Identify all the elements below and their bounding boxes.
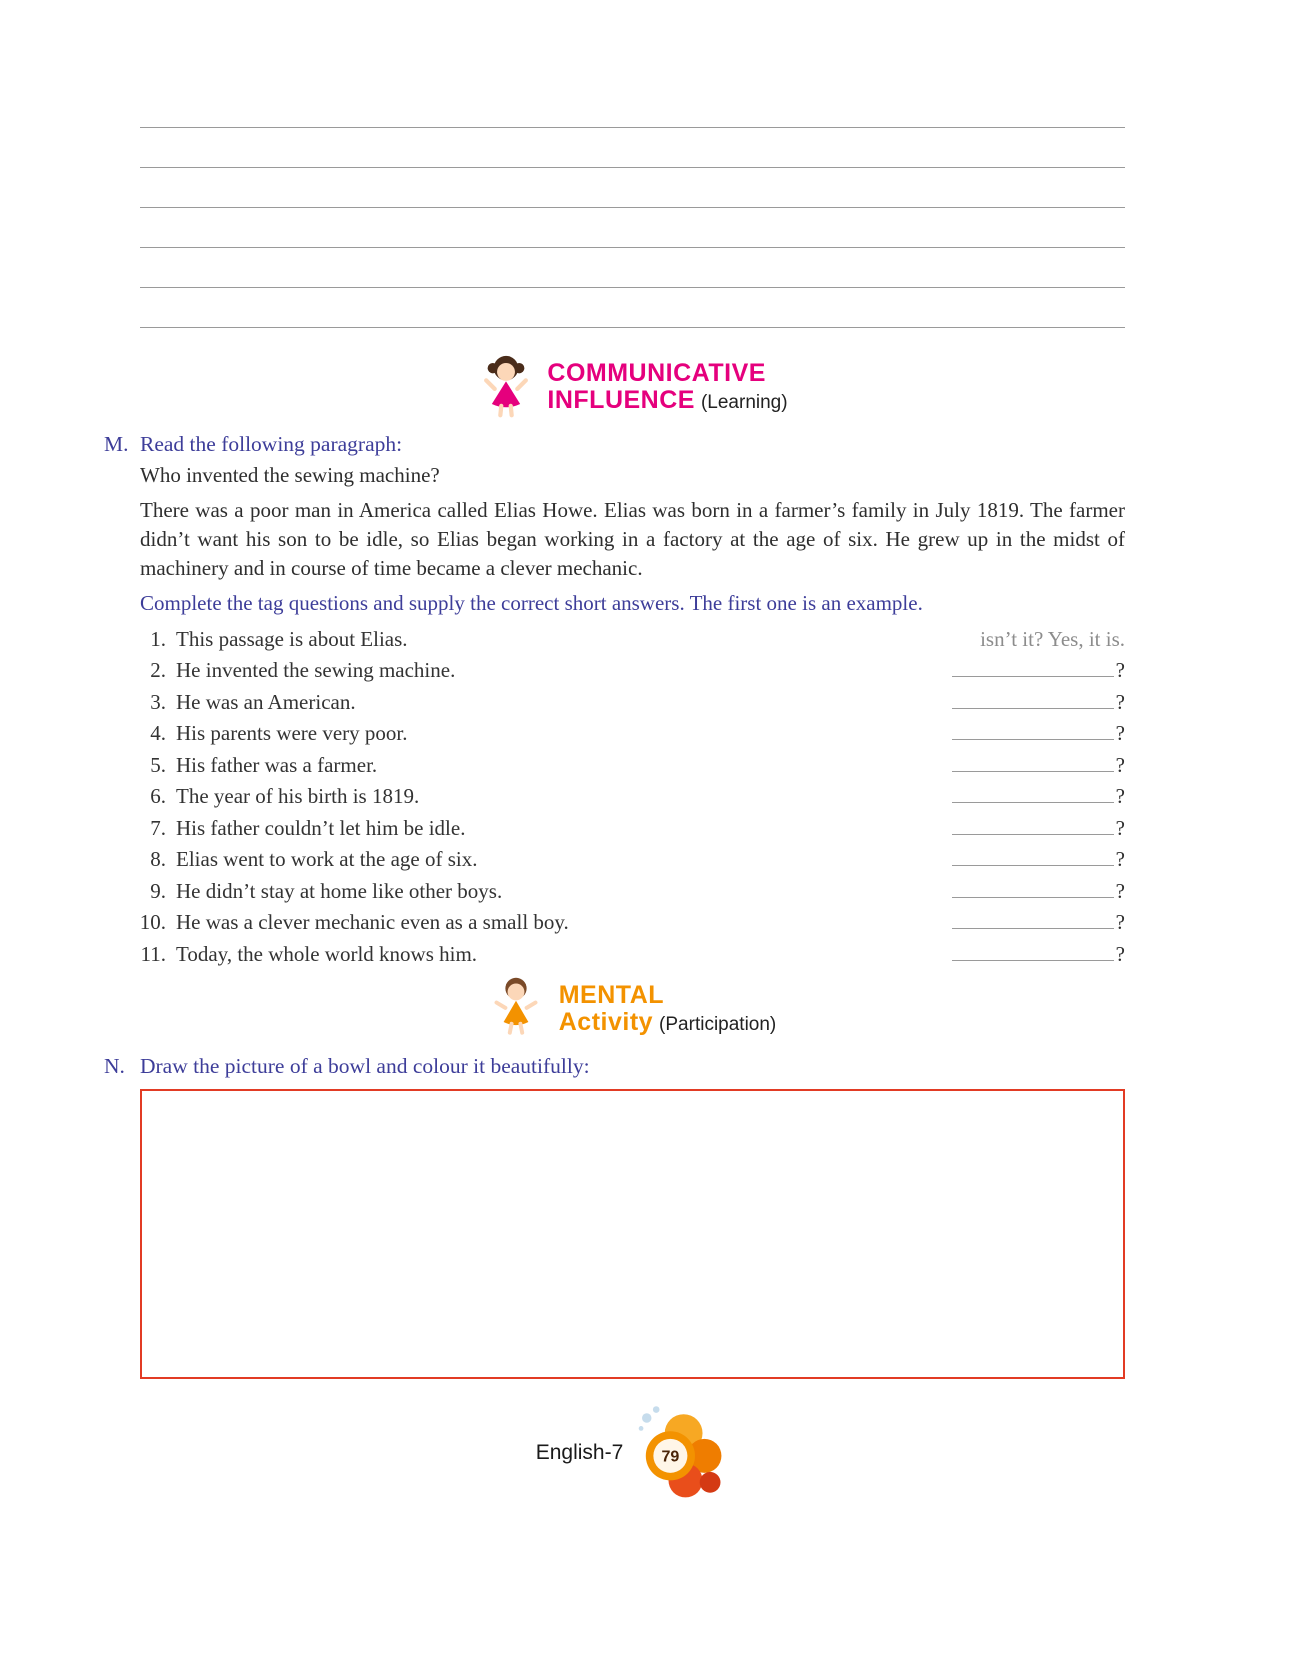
item-number: 3. <box>150 689 166 714</box>
tag-question-row <box>140 876 1125 908</box>
item-text: Today, the whole world knows him. <box>176 941 478 966</box>
reading-paragraph: There was a poor man in America called Elias Howe. Elias was born in a farmer’s family in July 1819. The farmer didn’t want his son to be idle, so Elias began working in a factory at the age of six. He grew up in the midst of machinery and in course of time became a clever mechanic. <box>140 498 1125 580</box>
tag-question-row <box>140 750 1125 782</box>
answer-blank[interactable] <box>952 845 1114 866</box>
girl-cartoon-icon <box>477 354 535 420</box>
item-answer <box>952 687 1125 719</box>
tag-question-row <box>140 939 1125 971</box>
item-number: 7. <box>150 815 166 840</box>
section-letter: M. <box>104 432 129 456</box>
item-text: This passage is about Elias. <box>176 626 408 651</box>
writing-line <box>140 208 1125 248</box>
section-heading-text: Draw the picture of a bowl and colour it beautifully: <box>140 1054 590 1079</box>
writing-line <box>140 288 1125 328</box>
item-answer <box>952 844 1125 876</box>
drawing-box[interactable] <box>140 1089 1125 1379</box>
writing-line <box>140 88 1125 128</box>
tag-question-row <box>140 813 1125 845</box>
question-mark: ? <box>1115 847 1125 872</box>
question-mark: ? <box>1115 752 1125 777</box>
item-text: He invented the sewing machine. <box>176 658 456 683</box>
item-answer <box>952 876 1125 908</box>
item-answer <box>952 750 1125 782</box>
communicative-influence-header <box>140 354 1125 420</box>
tag-question-row <box>140 655 1125 687</box>
tag-question-list <box>140 624 1125 971</box>
item-text: He was a clever mechanic even as a small boy. <box>176 910 569 935</box>
tag-question-row <box>140 907 1125 939</box>
writing-line <box>140 168 1125 208</box>
exercise-instruction: Complete the tag questions and supply the correct short answers. The first one is an example. <box>140 590 923 615</box>
item-number: 5. <box>150 752 166 777</box>
mental-activity-header <box>140 976 1125 1042</box>
girl-cartoon-icon <box>489 976 547 1042</box>
item-number: 6. <box>150 784 166 809</box>
item-number: 1. <box>150 626 166 651</box>
answer-blank[interactable] <box>952 782 1114 803</box>
answer-blank[interactable] <box>952 688 1114 709</box>
badge-subtitle: (Learning) <box>700 392 788 413</box>
page-footer <box>140 1401 1125 1505</box>
item-text: The year of his birth is 1819. <box>176 784 420 809</box>
tag-question-row <box>140 624 1125 656</box>
badge-title-line2: Activity <box>558 1008 654 1037</box>
question-mark: ? <box>1115 941 1125 966</box>
item-number: 8. <box>150 847 166 872</box>
answer-blank[interactable] <box>952 908 1114 929</box>
section-n-heading <box>104 1054 1125 1079</box>
item-answer <box>952 939 1125 971</box>
item-answer <box>952 781 1125 813</box>
badge-title-line2: INFLUENCE <box>547 386 695 414</box>
item-answer: isn’t it? Yes, it is. <box>980 626 1125 651</box>
answer-blank[interactable] <box>952 656 1114 677</box>
question-mark: ? <box>1115 721 1125 746</box>
question-mark: ? <box>1115 910 1125 935</box>
item-number: 11. <box>140 941 166 966</box>
tag-question-row <box>140 718 1125 750</box>
section-m-heading <box>104 432 1125 457</box>
item-text: His parents were very poor. <box>176 721 408 746</box>
answer-blank[interactable] <box>952 940 1114 961</box>
book-title: English-7 <box>535 1441 624 1465</box>
item-number: 2. <box>150 658 166 683</box>
section-heading-text: Read the following paragraph: <box>140 432 403 456</box>
paragraph-title: Who invented the sewing machine? <box>140 463 440 487</box>
item-number: 4. <box>150 721 166 746</box>
writing-line <box>140 128 1125 168</box>
badge-title-line1: COMMUNICATIVE <box>547 359 766 387</box>
question-mark: ? <box>1115 815 1125 840</box>
item-text: He was an American. <box>176 689 356 714</box>
page-number: 79 <box>661 1447 680 1466</box>
answer-blank[interactable] <box>952 814 1114 835</box>
section-letter: N. <box>104 1054 125 1079</box>
question-mark: ? <box>1115 784 1125 809</box>
answer-blank[interactable] <box>952 751 1114 772</box>
question-mark: ? <box>1115 658 1125 683</box>
mental-activity-title <box>559 982 777 1036</box>
tag-question-row <box>140 781 1125 813</box>
question-mark: ? <box>1115 878 1125 903</box>
item-number: 9. <box>150 878 166 903</box>
answer-blank[interactable] <box>952 719 1114 740</box>
item-answer <box>952 655 1125 687</box>
item-answer <box>952 813 1125 845</box>
badge-title-line1: MENTAL <box>558 981 665 1010</box>
writing-line <box>140 248 1125 288</box>
item-text: Elias went to work at the age of six. <box>176 847 478 872</box>
item-text: His father was a farmer. <box>176 752 378 777</box>
item-text: He didn’t stay at home like other boys. <box>176 878 503 903</box>
communicative-influence-title <box>547 360 787 414</box>
answer-blank[interactable] <box>952 877 1114 898</box>
item-text: His father couldn’t let him be idle. <box>176 815 466 840</box>
badge-subtitle: (Participation) <box>659 1014 777 1036</box>
tag-question-row <box>140 844 1125 876</box>
item-answer <box>952 718 1125 750</box>
writing-lines <box>140 88 1125 328</box>
question-mark: ? <box>1115 689 1125 714</box>
item-number: 10. <box>139 910 166 935</box>
page-number-logo <box>625 1401 729 1505</box>
item-answer <box>952 907 1125 939</box>
tag-question-row <box>140 687 1125 719</box>
